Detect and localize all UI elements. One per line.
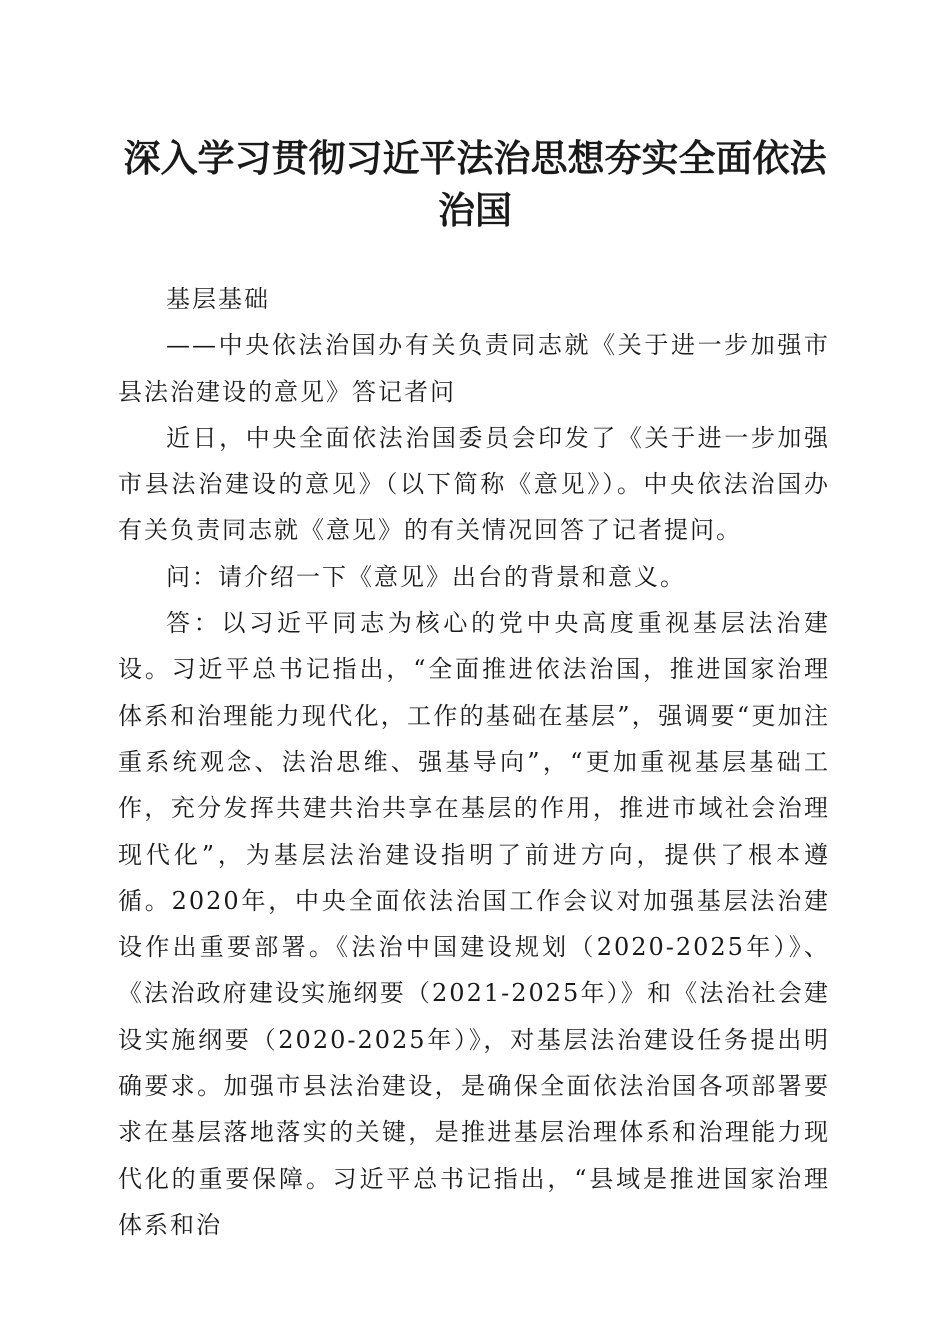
paragraph-answer: 答：以习近平同志为核心的党中央高度重视基层法治建设。习近平总书记指出，“全面推进依法治国，推进国家治理体系和治理能力现代化，工作的基础在基层”，强调要“更加注重系统观念、法治思维、强基导向”，“更加重视基层基础工作，充分发挥共建共治共享在基层的作用，推进市域社会治理现代化”，为基层法治建设指明了前进方向，提供了根本遵循。2020年，中央全面依法治国工作会议对加强基层法治建设作出重要部署。《法治中国建设规划（2020-2025年）》、《法治政府建设实施纲要（2021-2025年）》和《法治社会建设实施纲要（2020-2025年）》，对基层法治建设任务提出明确要求。加强市县法治建设，是确保全面依法治国各项部署要求在基层落地落实的关键，是推进基层治理体系和治理能力现代化的重要保障。习近平总书记指出，“县域是推进国家治理体系和治 bbox=[118, 609, 830, 1239]
paragraph-section-heading: 基层基础 bbox=[166, 285, 270, 313]
document-body bbox=[118, 276, 830, 1248]
paragraph-subtitle: ——中央依法治国办有关负责同志就《关于进一步加强市县法治建设的意见》答记者问 bbox=[118, 331, 830, 406]
paragraph-question: 问：请介绍一下《意见》出台的背景和意义。 bbox=[166, 562, 686, 591]
document-title: 深入学习贯彻习近平法治思想夯实全面依法治国 bbox=[123, 136, 827, 232]
paragraph-intro: 近日，中央全面依法治国委员会印发了《关于进一步加强市县法治建设的意见》（以下简称《意见》）。中央依法治国办有关负责同志就《意见》的有关情况回答了记者提问。 bbox=[118, 423, 830, 545]
